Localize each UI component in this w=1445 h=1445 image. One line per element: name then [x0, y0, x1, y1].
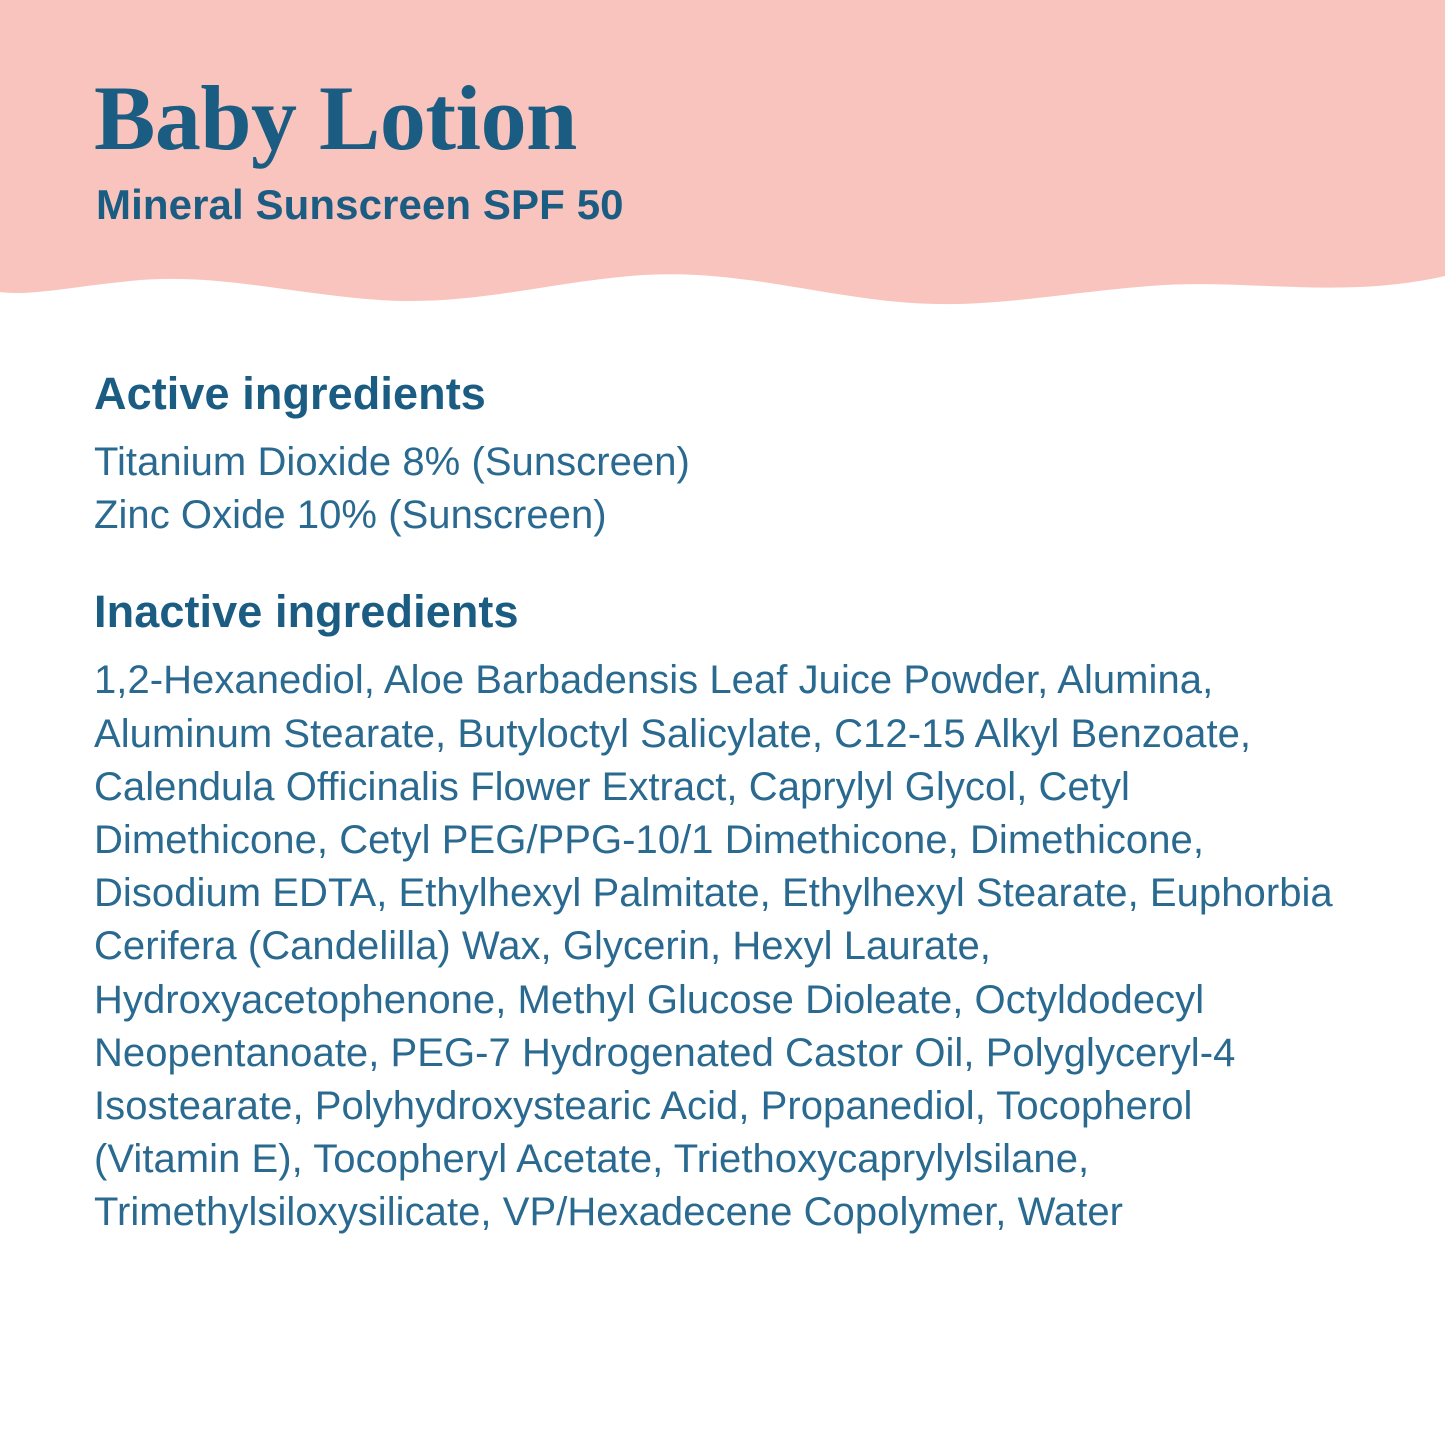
active-ingredients-heading: Active ingredients — [94, 368, 486, 419]
active-ingredients-list — [94, 436, 1344, 542]
active-ingredient-item: Zinc Oxide 10% (Sunscreen) — [94, 493, 607, 538]
page-title: Baby Lotion — [94, 67, 577, 169]
inactive-ingredients-heading: Inactive ingredients — [94, 586, 519, 638]
active-ingredients-section — [94, 368, 1344, 542]
active-ingredient-item: Titanium Dioxide 8% (Sunscreen) — [94, 440, 690, 484]
banner-text-block — [94, 67, 624, 230]
page-subtitle: Mineral Sunscreen SPF 50 — [96, 180, 624, 228]
inactive-ingredients-section — [94, 586, 1344, 1239]
header-banner — [0, 0, 1445, 330]
ingredients-content — [94, 368, 1344, 1239]
inactive-ingredients-list: 1,2-Hexanediol, Aloe Barbadensis Leaf Juice Powder, Alumina, Aluminum Stearate, Butyloctyl Salicylate, C12-15 Alkyl Benzoate, Calendula Officinalis Flower Extract, Caprylyl Glycol, Cetyl Dimethicone, Cetyl PEG/PPG-10/1 Dimethicone, Dimethicone, Disodium EDTA, Ethylhexyl Palmitate, Ethylhexyl Stearate, Euphorbia Cerifera (Candelilla) Wax, Glycerin, Hexyl Laurate, Hydroxyacetophenone, Methyl Glucose Dioleate, Octyldodecyl Neopentanoate, PEG-7 Hydrogenated Castor Oil, Polyglyceryl-4 Isostearate, Polyhydroxystearic Acid, Propanediol, Tocopherol (Vitamin E), Tocopheryl Acetate, Triethoxycaprylylsilane, Trimethylsiloxysilicate, VP/Hexadecene Copolymer, Water — [94, 658, 1333, 1235]
